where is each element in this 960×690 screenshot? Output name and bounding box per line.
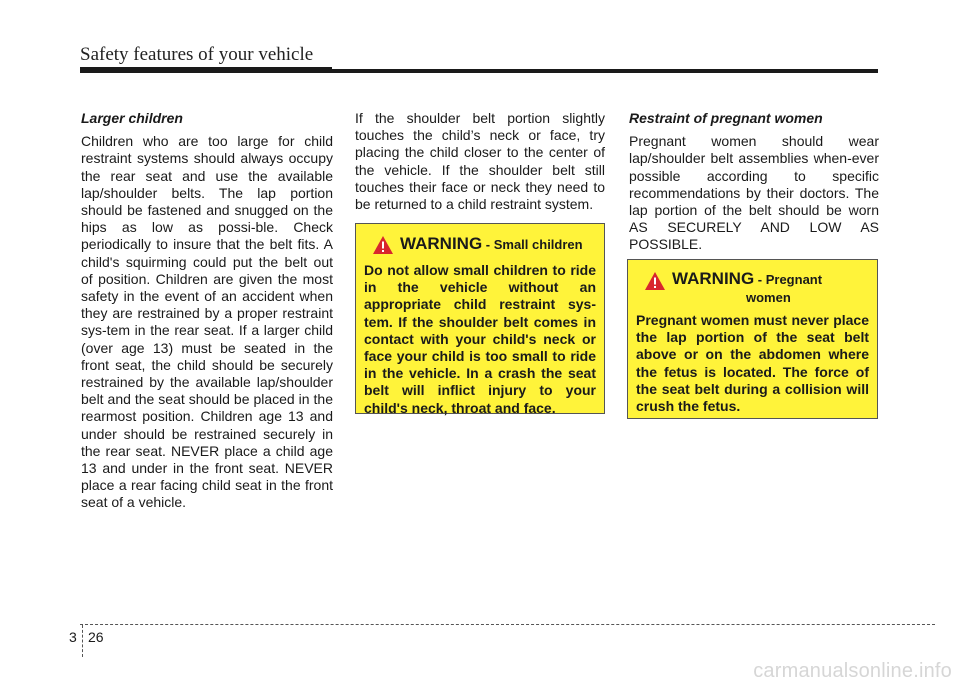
warning-label: WARNING	[672, 269, 755, 288]
paragraph-larger-children: Children who are too large for child restraint systems should always occupy the rear seat and use the available lap/shoulder belts. The lap portion should be fastened and snugged on the hips as low as possi-ble. Check periodically to insure that the belt fits. A child's squirming could put the belt out of position. Children are given the most safety in the event of an accident when they are restrained by a proper restraint sys-tem in the rear seat. If a larger child (over age 13) must be seated in the front seat, the child should be securely restrained by the available lap/shoulder belt and the seat should be placed in the rearmost position. Children age 13 and under should be restrained securely in the rear seat. NEVER place a child age 13 and under in the front seat. NEVER place a rear facing child seat in the front seat of a vehicle.	[81, 133, 333, 511]
footer-divider	[82, 625, 83, 657]
footer-chapter-number: 3	[69, 629, 77, 645]
warning-triangle-icon	[644, 271, 666, 291]
heading-larger-children: Larger children	[81, 110, 183, 126]
warning-subtitle-continued: women	[746, 290, 791, 305]
warning-header	[644, 270, 869, 291]
footer-rule	[80, 624, 935, 625]
footer-page-number: 26	[88, 629, 104, 645]
column-larger-children	[81, 110, 333, 512]
header-rule-accent	[80, 67, 332, 73]
watermark: carmanualsonline.info	[753, 660, 952, 682]
paragraph-pregnant-women: Pregnant women should wear lap/shoulder belt assemblies when-ever possible according to specific recommendations by their doctors. The lap portion of the belt should be worn AS SECURELY AND LOW AS POSSIBLE.	[629, 133, 879, 253]
heading-pregnant-women: Restraint of pregnant women	[629, 110, 823, 126]
column-pregnant-women	[629, 110, 879, 254]
warning-box-pregnant-women	[627, 259, 878, 419]
warning-label: WARNING	[400, 234, 483, 253]
warning-subtitle: - Small children	[482, 237, 583, 252]
warning-text-small-children: Do not allow small children to ride in the vehicle without an appropriate child restraint sys-tem. If the shoulder belt comes in contact with your child's neck or face your child is too small to ride in the vehicle. In a crash the seat belt will inflict injury to your child's neck, throat and face.	[364, 262, 596, 416]
warning-triangle-icon	[372, 235, 394, 255]
paragraph-shoulder-belt: If the shoulder belt portion slightly touches the child’s neck or face, try placing the child closer to the center of the vehicle. If the shoulder belt still touches their face or neck they need to be returned to a child restraint system.	[355, 110, 605, 213]
warning-box-small-children	[355, 223, 605, 414]
warning-subtitle: - Pregnant	[754, 272, 823, 287]
warning-header	[372, 234, 596, 255]
warning-text-pregnant-women: Pregnant women must never place the lap portion of the seat belt above or on the abdomen where the fetus is located. The force of the seat belt during a collision will crush the fetus.	[636, 312, 869, 415]
section-header-title: Safety features of your vehicle	[80, 44, 314, 65]
column-shoulder-belt	[355, 110, 605, 213]
